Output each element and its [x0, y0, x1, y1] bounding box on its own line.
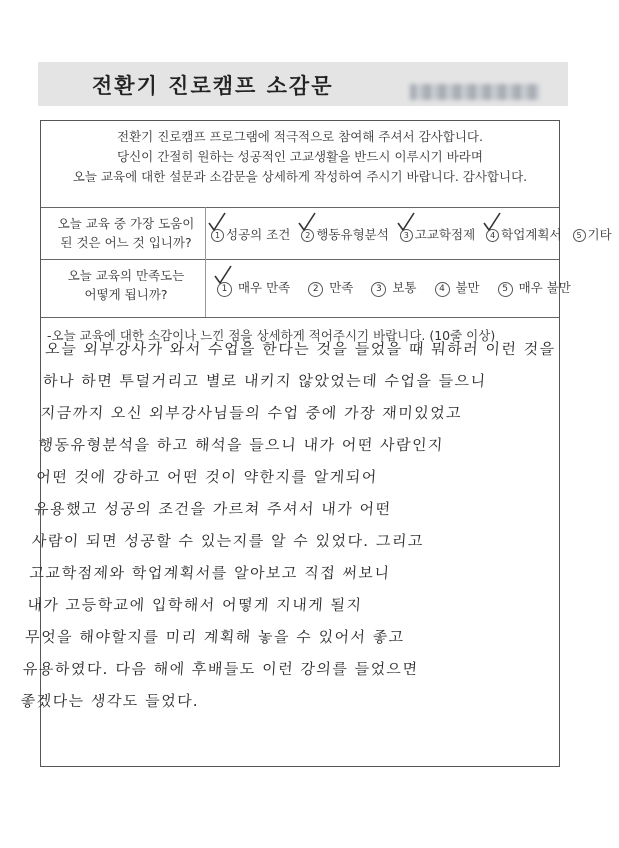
intro-line-2: 당신이 간절히 원하는 성공적인 고교생활을 반드시 이루시기 바라며 [117, 149, 483, 164]
question-1-label-line-2: 된 것은 어느 것 입니까? [60, 235, 192, 250]
q1-option-5-label: 기타 [587, 227, 612, 242]
question-1-label [47, 214, 205, 252]
q1-option-1[interactable]: 1 성공의 조건 [211, 225, 290, 243]
q2-option-3[interactable]: 3 보통 [371, 278, 416, 297]
divider [41, 207, 559, 208]
q1-option-3[interactable]: 3 고교학점제 [400, 225, 475, 243]
divider [41, 317, 559, 318]
divider [41, 259, 559, 260]
question-2-label-line-1: 오늘 교육의 만족도는 [67, 268, 185, 283]
q1-option-2-label: 행동유형분석 [316, 227, 389, 242]
q2-option-1-label: 매우 만족 [237, 280, 291, 295]
question-2-options [217, 278, 585, 297]
essay-line: 유용하였다. 다음 해에 후배들도 이런 강의를 들었으면 [22, 660, 420, 678]
q1-option-4-label: 학업계획서 [501, 227, 562, 242]
question-1-options [211, 225, 619, 243]
essay-line: 하나 하면 투덜거리고 별로 내키지 않았었는데 수업을 들으니 [42, 372, 488, 390]
column-divider [205, 207, 206, 317]
essay-line: 유용했고 성공의 조건을 가르쳐 주셔서 내가 어떤 [33, 500, 393, 518]
essay-prompt: -오늘 교육에 대한 소감이나 느낀 점을 상세하게 적어주시기 바랍니다. (10줄 이상) [47, 328, 496, 343]
essay-line: 무엇을 해야할지를 미리 계획해 놓을 수 있어서 좋고 [24, 628, 406, 646]
intro-text [41, 127, 559, 187]
q2-option-2[interactable]: 2 만족 [308, 278, 353, 297]
q1-option-2[interactable]: 2 행동유형분석 [301, 225, 388, 243]
question-2-label-line-2: 어떻게 됩니까? [84, 287, 168, 302]
essay-line: 고교학점제와 학업계획서를 알아보고 직접 써보니 [28, 564, 392, 582]
q1-option-1-label: 성공의 조건 [226, 227, 291, 242]
essay-line: 어떤 것에 강하고 어떤 것이 약한지를 알게되어 [35, 468, 379, 486]
essay-line: 내가 고등학교에 입학해서 어떻게 지내게 될지 [26, 596, 364, 614]
essay-line: 지금까지 오신 외부강사님들의 수업 중에 가장 재미있었고 [40, 404, 463, 422]
essay-line: 오늘 외부강사가 와서 수업을 한다는 것을 들었을 때 뭐하러 이런 것을 [44, 340, 557, 358]
q1-option-3-label: 고교학점제 [414, 227, 476, 242]
q2-option-5[interactable]: 5 매우 불만 [498, 278, 571, 297]
q2-option-4[interactable]: 4 불만 [435, 278, 480, 297]
q2-option-1[interactable]: 1 매우 만족 [217, 278, 290, 297]
q2-option-2-label: 만족 [329, 280, 354, 295]
essay-line: 행동유형분석을 하고 해석을 들으니 내가 어떤 사람인지 [37, 436, 445, 454]
page-title: 전환기 진로캠프 소감문 [92, 74, 334, 98]
q1-option-5[interactable]: 5 기타 [573, 225, 612, 243]
question-2-label [47, 266, 205, 304]
q2-option-3-label: 보통 [392, 280, 417, 295]
essay-line: 사람이 되면 성공할 수 있는지를 알 수 있었다. 그리고 [31, 532, 425, 550]
redacted-name [410, 84, 540, 100]
q2-option-4-label: 불만 [455, 280, 480, 295]
intro-line-3: 오늘 교육에 대한 설문과 소감문을 상세하게 작성하여 주시기 바랍니다. 감사합니다. [72, 169, 528, 184]
q2-option-5-label: 매우 불만 [518, 280, 571, 295]
essay-line: 좋겠다는 생각도 들었다. [19, 692, 200, 710]
question-1-label-line-1: 오늘 교육 중 가장 도움이 [57, 216, 195, 231]
q1-option-4[interactable]: 4 학업계획서 [486, 225, 561, 243]
intro-line-1: 전환기 진로캠프 프로그램에 적극적으로 참여해 주셔서 감사합니다. [117, 129, 483, 144]
